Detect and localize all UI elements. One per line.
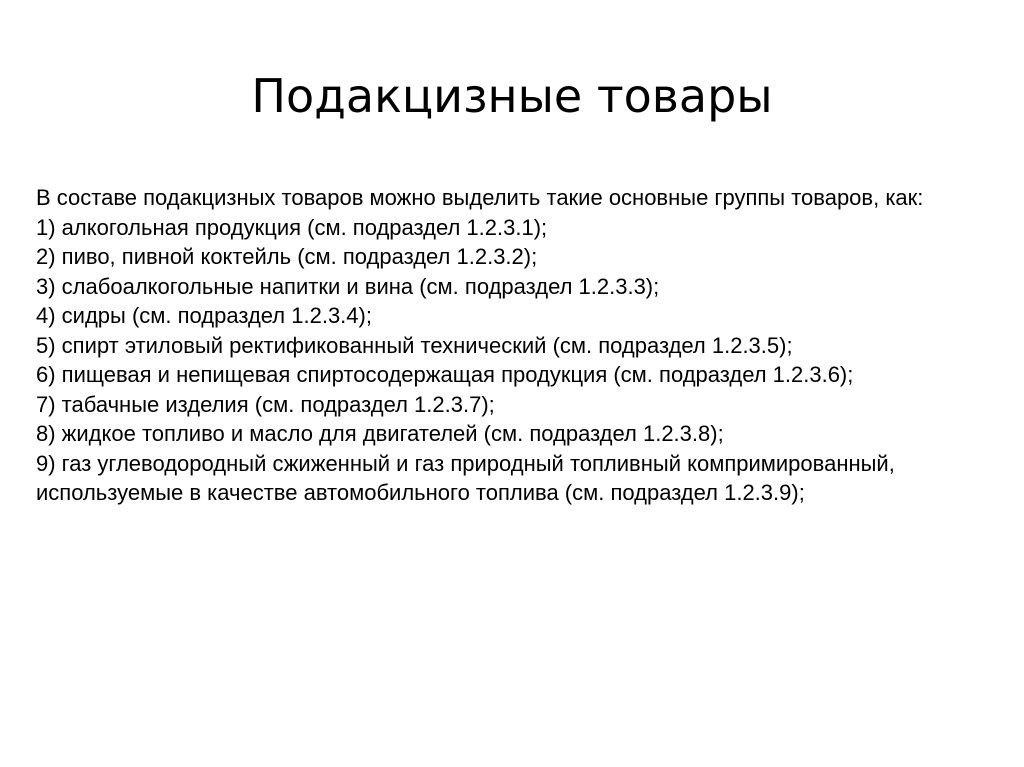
list-item: 9) газ углеводородный сжиженный и газ природный топливный компримированный, используемые в качестве автомобильного топлива (см. подраздел 1.2.3.9); xyxy=(36,450,895,505)
list-item: 5) спирт этиловый ректификованный технический (см. подраздел 1.2.3.5); xyxy=(36,332,793,358)
intro-paragraph: В составе подакцизных товаров можно выделить такие основные группы товаров, как: xyxy=(36,185,924,210)
list-item: 8) жидкое топливо и масло для двигателей (см. подраздел 1.2.3.8); xyxy=(36,421,724,446)
slide-title: Подакцизные товары xyxy=(251,69,773,123)
list-item: 2) пиво, пивной коктейль (см. подраздел 1.2.3.2); xyxy=(36,244,538,269)
list-item: 3) слабоалкогольные напитки и вина (см. подраздел 1.2.3.3); xyxy=(36,273,660,299)
slide-body xyxy=(36,183,986,508)
list-item: 4) сидры (см. подраздел 1.2.3.4); xyxy=(36,303,372,328)
list-item: 6) пищевая и непищевая спиртосодержащая продукция (см. подраздел 1.2.3.6); xyxy=(36,362,854,387)
list-item: 1) алкогольная продукция (см. подраздел 1.2.3.1); xyxy=(36,214,548,240)
list-item: 7) табачные изделия (см. подраздел 1.2.3.7); xyxy=(36,391,495,417)
